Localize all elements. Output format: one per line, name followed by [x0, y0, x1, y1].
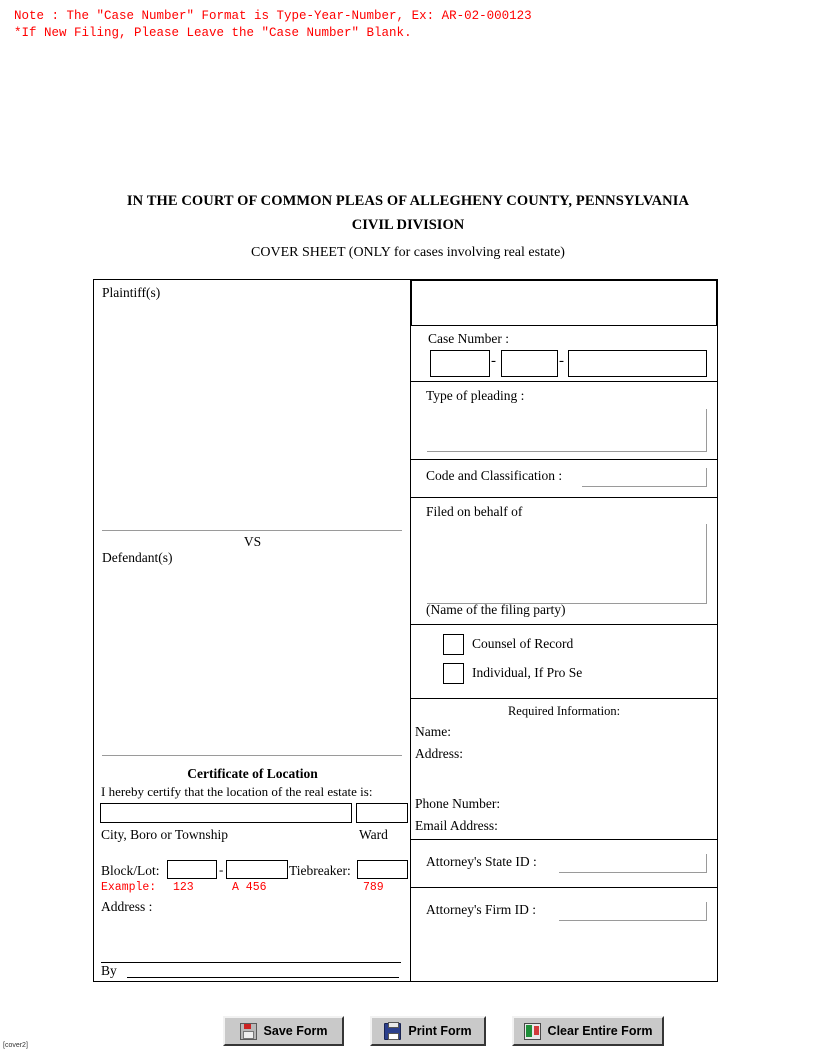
division-title: CIVIL DIVISION	[351, 217, 465, 233]
block-lot-dash: -	[219, 862, 224, 877]
save-form-button[interactable]	[223, 1016, 344, 1046]
filing-party-note: (Name of the filing party)	[426, 602, 566, 617]
case-number-dash-2: -	[559, 353, 564, 369]
attorney-firm-id-label: Attorney's Firm ID :	[426, 902, 537, 917]
defendant-field[interactable]	[102, 569, 402, 756]
by-label: By	[101, 963, 117, 978]
form-left-column	[94, 280, 411, 981]
city-boro-township-label: City, Boro or Township	[101, 827, 228, 842]
vs-label: VS	[243, 534, 262, 549]
property-address-label: Address :	[101, 899, 153, 914]
property-address-field[interactable]	[101, 918, 401, 963]
note-line-1: Note : The "Case Number" Format is Type-Year-Number, Ex: AR-02-000123	[14, 9, 532, 23]
by-signature-line[interactable]	[127, 977, 399, 978]
individual-pro-se-label: Individual, If Pro Se	[472, 665, 583, 680]
type-of-pleading-section	[411, 383, 717, 460]
attorney-state-id-field[interactable]	[559, 854, 707, 873]
case-number-label: Case Number :	[428, 331, 509, 346]
counsel-of-record-checkbox[interactable]	[443, 634, 464, 655]
certificate-of-location-text: I hereby certify that the location of the real estate is:	[101, 784, 373, 799]
case-number-format-note	[14, 8, 532, 42]
case-number-year-input[interactable]	[501, 350, 558, 377]
eraser-icon	[524, 1023, 541, 1040]
top-blank-box-value	[412, 281, 716, 325]
filed-on-behalf-label: Filed on behalf of	[426, 504, 523, 519]
block-input[interactable]	[167, 860, 217, 879]
plaintiff-label: Plaintiff(s)	[102, 285, 161, 300]
cover-sheet-form	[93, 279, 718, 982]
type-of-pleading-label: Type of pleading :	[426, 388, 525, 403]
required-information-title: Required Information:	[507, 704, 621, 718]
page-title	[0, 193, 816, 261]
case-number-section	[411, 327, 717, 382]
clear-form-label: Clear Entire Form	[547, 1024, 653, 1038]
filed-on-behalf-section	[411, 499, 717, 625]
filer-role-section	[411, 626, 717, 699]
email-address-label[interactable]: Email Address:	[415, 818, 498, 833]
attorney-state-id-section	[411, 841, 717, 888]
printer-icon	[384, 1023, 401, 1040]
example-block: 123	[173, 881, 194, 894]
clear-entire-form-button[interactable]	[512, 1016, 664, 1046]
print-form-button[interactable]	[370, 1016, 486, 1046]
tiebreaker-input[interactable]	[357, 860, 408, 879]
attorney-firm-id-section	[411, 889, 717, 935]
floppy-disk-icon	[240, 1023, 257, 1040]
form-right-column	[411, 280, 717, 981]
example-tiebreaker: 789	[363, 881, 384, 894]
ward-label: Ward	[359, 827, 388, 842]
plaintiff-field[interactable]	[102, 304, 402, 531]
cover-sheet-subtitle: COVER SHEET (ONLY for cases involving real estate)	[251, 245, 565, 260]
counsel-of-record-label: Counsel of Record	[472, 636, 574, 651]
case-number-sequence-input[interactable]	[568, 350, 707, 377]
example-lot: A 456	[232, 881, 267, 894]
code-classification-label: Code and Classification :	[426, 468, 563, 483]
attorney-firm-id-field[interactable]	[559, 902, 707, 921]
form-action-buttons	[0, 1016, 816, 1048]
block-lot-label: Block/Lot:	[101, 863, 160, 878]
individual-pro-se-checkbox[interactable]	[443, 663, 464, 684]
case-number-dash-1: -	[491, 353, 496, 369]
note-line-2: *If New Filing, Please Leave the "Case Number" Blank.	[14, 26, 412, 40]
case-number-type-input[interactable]	[430, 350, 490, 377]
tiebreaker-label: Tiebreaker:	[289, 863, 351, 878]
form-footer-tag: [cover2]	[3, 1042, 28, 1049]
top-blank-box[interactable]	[411, 280, 717, 326]
defendant-label: Defendant(s)	[102, 550, 173, 565]
code-classification-section	[411, 461, 717, 498]
phone-number-label[interactable]: Phone Number:	[415, 796, 501, 811]
example-word: Example:	[101, 881, 157, 894]
address-label[interactable]: Address:	[415, 746, 463, 761]
court-title: IN THE COURT OF COMMON PLEAS OF ALLEGHENY COUNTY, PENNSYLVANIA	[126, 193, 690, 209]
required-information-section	[411, 700, 717, 840]
attorney-state-id-label: Attorney's State ID :	[426, 854, 537, 869]
certificate-of-location-title: Certificate of Location	[187, 766, 318, 781]
code-classification-field[interactable]	[582, 468, 707, 487]
name-label[interactable]: Name:	[415, 724, 451, 739]
real-estate-location-input[interactable]	[100, 803, 352, 823]
block-lot-example	[101, 881, 411, 897]
ward-input[interactable]	[356, 803, 408, 823]
print-form-label: Print Form	[408, 1024, 472, 1038]
filed-on-behalf-field[interactable]	[427, 524, 707, 604]
lot-input[interactable]	[226, 860, 288, 879]
type-of-pleading-field[interactable]	[427, 409, 707, 452]
save-form-label: Save Form	[263, 1024, 328, 1038]
